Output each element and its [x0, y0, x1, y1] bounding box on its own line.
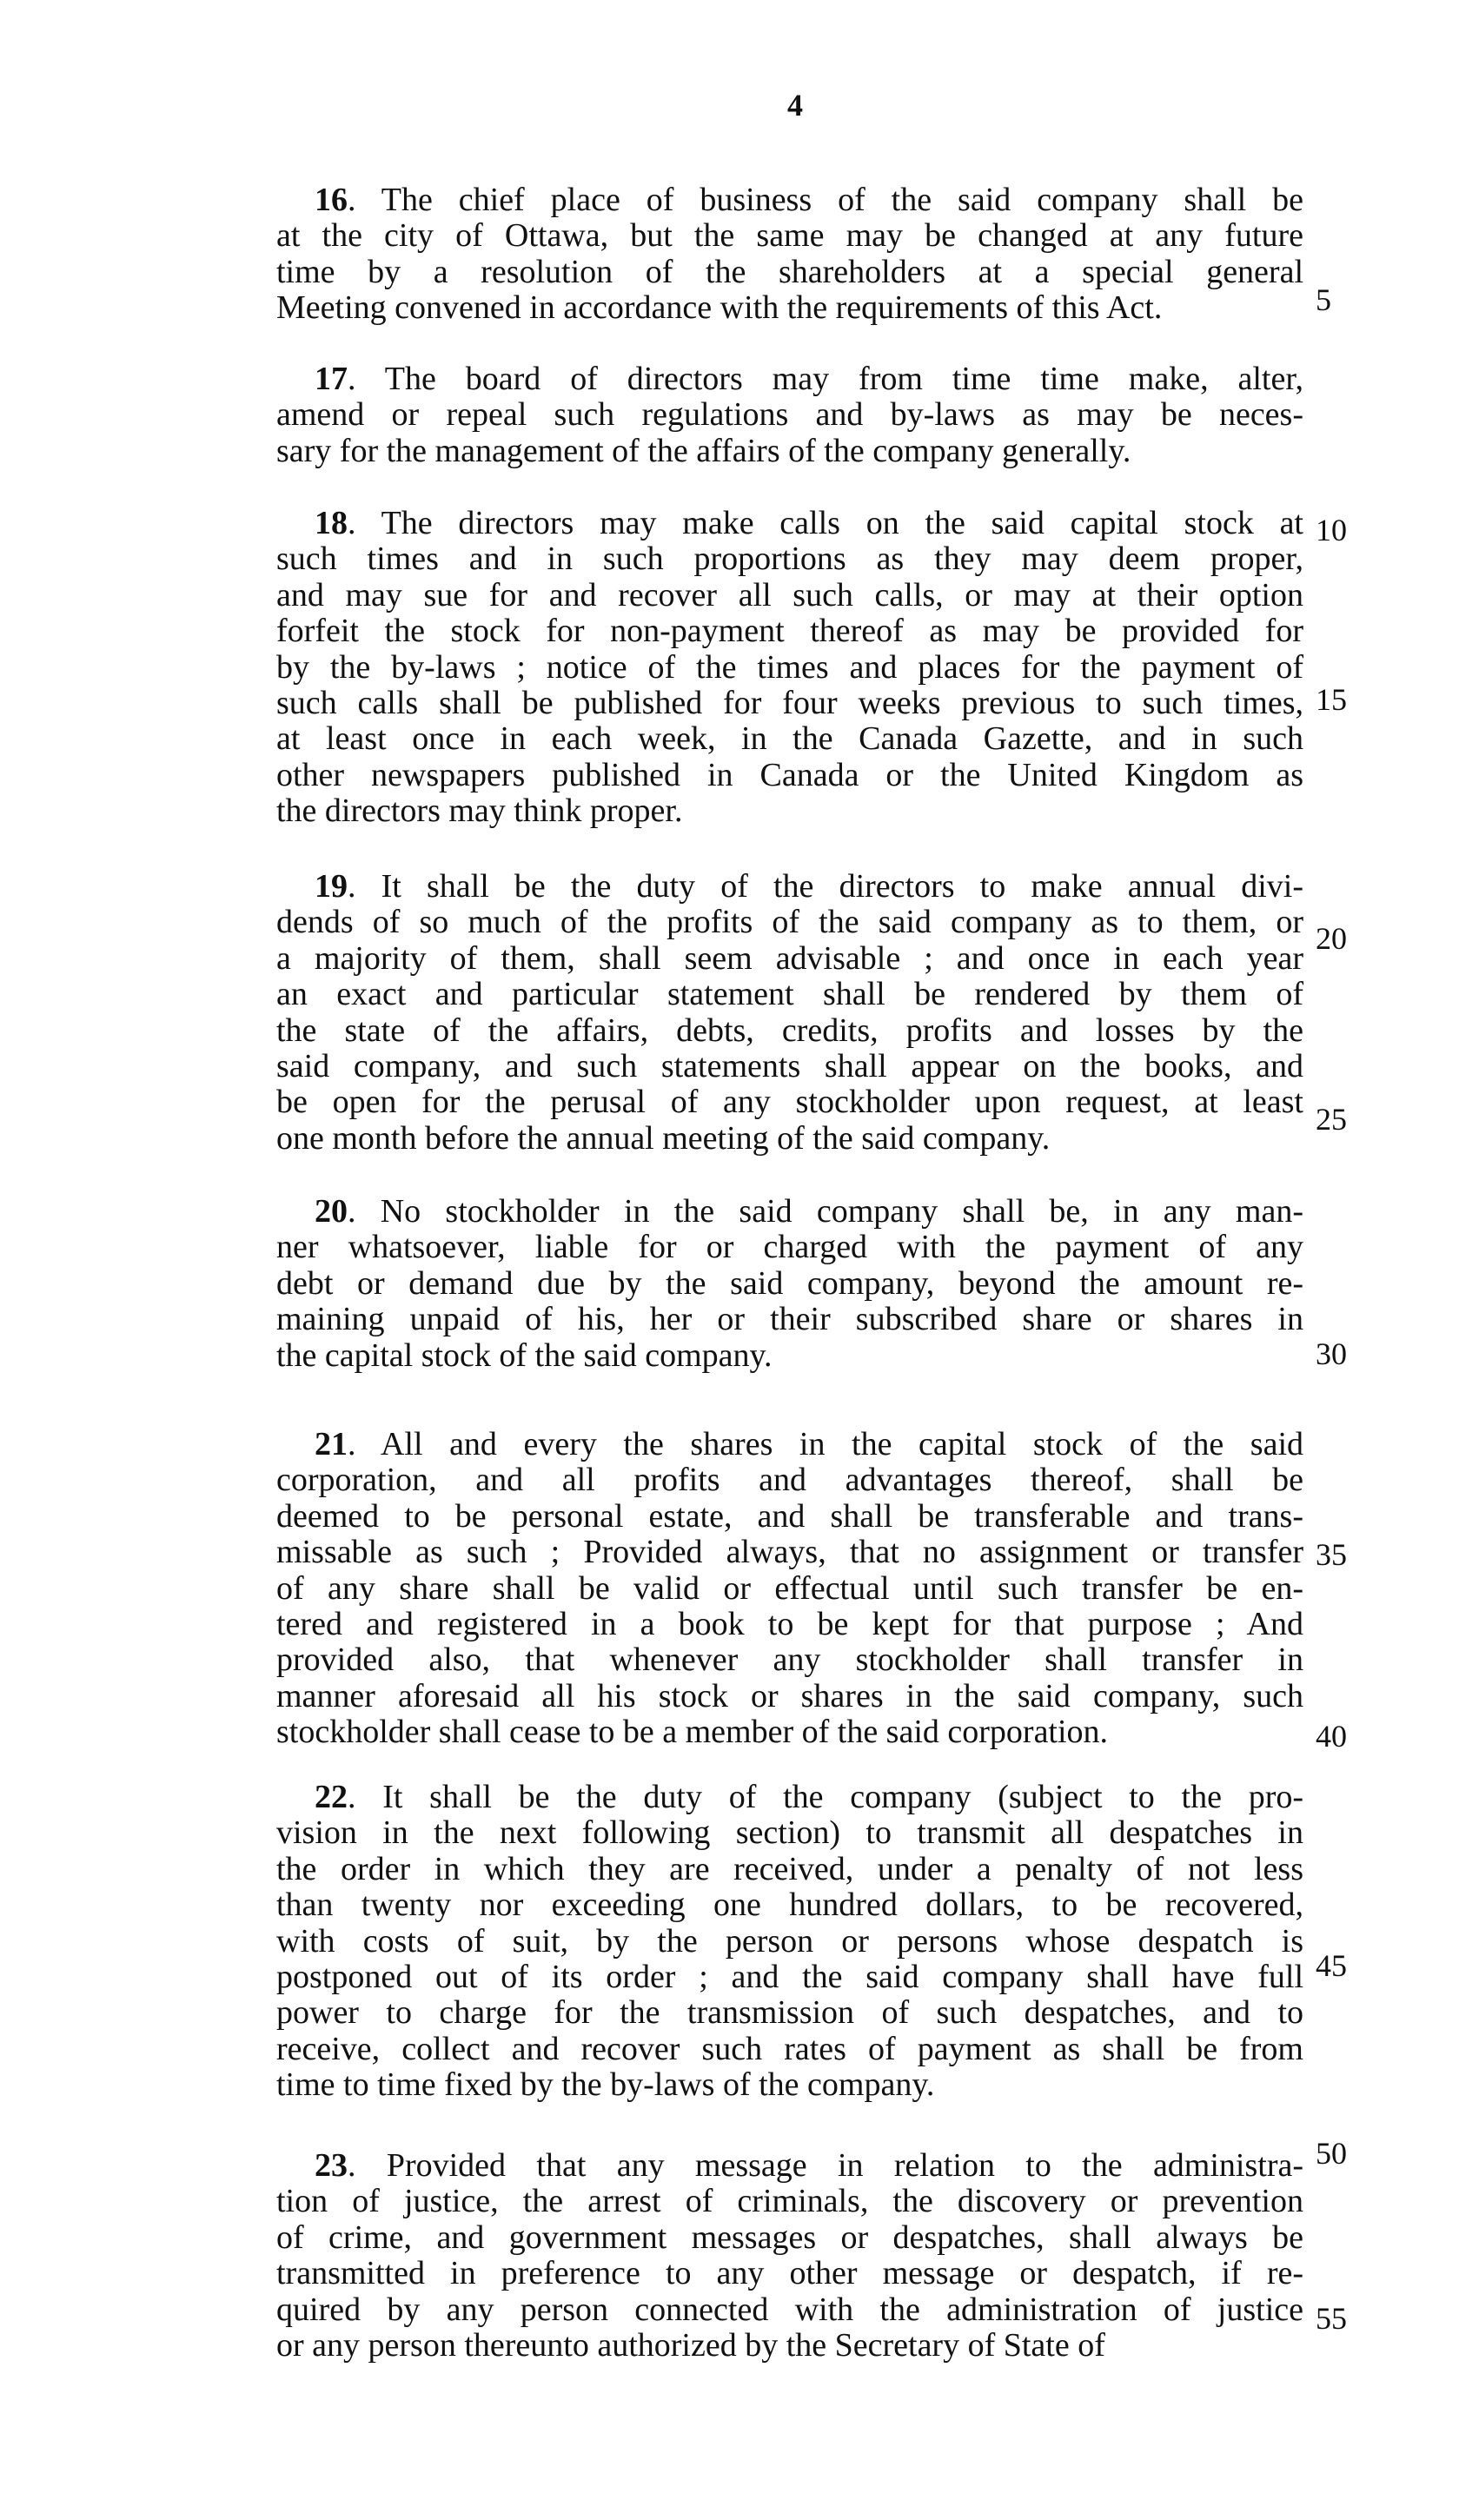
line-text: postponed out of its order ; and the said company shall have full: [276, 1959, 1303, 1995]
text-line: [276, 1119, 1303, 1157]
line-text: . The board of directors may from time time make, alter,: [348, 361, 1303, 397]
text-line: [276, 1993, 1303, 2032]
line-text: an exact and particular statement shall be rendered by them of: [276, 976, 1303, 1012]
text-line: [276, 612, 1303, 650]
line-text: amend or repeal such regulations and by-laws as may be neces-: [276, 396, 1303, 433]
line-text: provided also, that whenever any stockholder shall transfer in: [276, 1641, 1303, 1678]
line-text: . The directors may make calls on the said capital stock at: [348, 505, 1303, 541]
line-text: . Provided that any message in relation to the administra-: [348, 2147, 1303, 2184]
line-text: Meeting convened in accordance with the requirements of this Act.: [276, 289, 1163, 326]
margin-line-number: 35: [1316, 1537, 1347, 1572]
text-line: [315, 181, 1303, 219]
line-text: quired by any person connected with the administration of justice: [276, 2291, 1303, 2328]
line-text: other newspapers published in Canada or the United Kingdom as: [276, 757, 1303, 793]
text-line: [276, 1958, 1303, 1996]
line-text: at least once in each week, in the Canada Gazette, and in such: [276, 720, 1303, 757]
line-text: . It shall be the duty of the directors to make annual divi-: [348, 868, 1303, 905]
margin-line-number: 40: [1316, 1719, 1347, 1754]
text-line: [276, 975, 1303, 1013]
line-text: dends of so much of the profits of the said company as to them, or: [276, 904, 1303, 940]
margin-line-number: 45: [1316, 1948, 1347, 1983]
line-text: power to charge for the transmission of such despatches, and to: [276, 1994, 1303, 2031]
line-text: sary for the management of the affairs of the company generally.: [276, 433, 1131, 469]
text-line: [276, 939, 1303, 978]
line-text: . It shall be the duty of the company (subject to the pro-: [348, 1779, 1303, 1815]
line-text: of crime, and government messages or despatches, shall always be: [276, 2219, 1303, 2256]
margin-line-number: 15: [1316, 682, 1347, 717]
text-line: [276, 2066, 1303, 2104]
text-line: [315, 2146, 1303, 2185]
section-number: 23: [315, 2147, 348, 2184]
text-line: [315, 1425, 1303, 1463]
text-line: [276, 540, 1303, 578]
text-line: [276, 432, 1303, 470]
line-text: such calls shall be published for four weeks previous to such times,: [276, 685, 1303, 721]
line-text: said company, and such statements shall appear on the books, and: [276, 1048, 1303, 1084]
line-text: tion of justice, the arrest of criminals, the discovery or prevention: [276, 2183, 1303, 2219]
section-number: 20: [315, 1193, 348, 1230]
text-line: [276, 1264, 1303, 1303]
text-line: [276, 395, 1303, 434]
text-line: [276, 2030, 1303, 2068]
text-line: [315, 1192, 1303, 1230]
line-text: ner whatsoever, liable for or charged with the payment of any: [276, 1229, 1303, 1265]
line-text: forfeit the stock for non-payment thereof as may be provided for: [276, 613, 1303, 649]
line-text: with costs of suit, by the person or persons whose despatch is: [276, 1923, 1303, 1960]
text-line: [276, 1605, 1303, 1643]
margin-line-number: 30: [1316, 1336, 1347, 1371]
text-line: [276, 1228, 1303, 1266]
margin-line-number: 10: [1316, 513, 1347, 547]
text-line: [276, 253, 1303, 291]
section-number: 19: [315, 868, 348, 905]
margin-line-number: 50: [1316, 2136, 1347, 2171]
text-line: [276, 1886, 1303, 1924]
text-line: [276, 648, 1303, 686]
margin-line-number: 25: [1316, 1102, 1347, 1137]
text-line: [276, 1461, 1303, 1499]
margin-line-number: 20: [1316, 921, 1347, 956]
line-text: of any share shall be valid or effectual until such transfer be en-: [276, 1570, 1303, 1607]
text-line: [315, 867, 1303, 905]
line-text: the state of the affairs, debts, credits, profits and losses by the: [276, 1012, 1303, 1049]
text-line: [276, 288, 1303, 327]
text-line: [276, 1814, 1303, 1852]
line-text: one month before the annual meeting of the said company.: [276, 1120, 1051, 1157]
text-line: [276, 756, 1303, 794]
text-line: [276, 1569, 1303, 1608]
text-line: [276, 792, 1303, 830]
section-number: 21: [315, 1426, 348, 1462]
text-line: [276, 2291, 1303, 2329]
text-line: [276, 1497, 1303, 1535]
text-line: [276, 903, 1303, 941]
text-line: [276, 1083, 1303, 1121]
section-number: 22: [315, 1779, 348, 1815]
line-text: manner aforesaid all his stock or shares in the said company, such: [276, 1678, 1303, 1714]
line-text: such times and in such proportions as they may deem proper,: [276, 540, 1303, 577]
line-text: debt or demand due by the said company, beyond the amount re-: [276, 1265, 1303, 1302]
line-text: the capital stock of the said company.: [276, 1337, 773, 1374]
margin-line-number: 5: [1316, 282, 1331, 317]
text-line: [276, 1713, 1303, 1751]
line-text: at the city of Ottawa, but the same may be changed at any future: [276, 217, 1303, 254]
section-number: 17: [315, 361, 348, 397]
text-line: [276, 1047, 1303, 1085]
text-line: [315, 504, 1303, 542]
text-line: [276, 1336, 1303, 1375]
line-text: be open for the perusal of any stockholder upon request, at least: [276, 1084, 1303, 1120]
text-line: [276, 1011, 1303, 1050]
text-line: [276, 1641, 1303, 1679]
line-text: or any person thereunto authorized by the Secretary of State of: [276, 2327, 1105, 2364]
text-line: [276, 216, 1303, 255]
text-line: [276, 2182, 1303, 2220]
line-text: the order in which they are received, under a penalty of not less: [276, 1851, 1303, 1887]
text-line: [276, 2218, 1303, 2257]
line-text: . The chief place of business of the said company shall be: [348, 182, 1303, 218]
line-text: . No stockholder in the said company shall be, in any man-: [348, 1193, 1303, 1230]
line-text: tered and registered in a book to be kept for that purpose ; And: [276, 1606, 1303, 1642]
text-line: [315, 360, 1303, 398]
text-line: [276, 1533, 1303, 1571]
line-text: corporation, and all profits and advantages thereof, shall be: [276, 1462, 1303, 1498]
line-text: vision in the next following section) to transmit all despatches in: [276, 1814, 1303, 1851]
text-line: [276, 1677, 1303, 1715]
text-line: [276, 720, 1303, 758]
line-text: and may sue for and recover all such calls, or may at their option: [276, 577, 1303, 613]
text-line: [276, 2326, 1303, 2364]
line-text: the directors may think proper.: [276, 792, 683, 829]
line-text: maining unpaid of his, her or their subscribed share or shares in: [276, 1301, 1303, 1337]
line-text: missable as such ; Provided always, that no assignment or transfer: [276, 1534, 1303, 1570]
text-line: [276, 1922, 1303, 1960]
line-text: . All and every the shares in the capital stock of the said: [348, 1426, 1303, 1462]
section-number: 16: [315, 182, 348, 218]
line-text: than twenty nor exceeding one hundred dollars, to be recovered,: [276, 1887, 1303, 1923]
text-line: [276, 2254, 1303, 2292]
line-text: stockholder shall cease to be a member of the said corporation.: [276, 1714, 1109, 1750]
line-text: time by a resolution of the shareholders at a special general: [276, 254, 1303, 290]
line-text: receive, collect and recover such rates of payment as shall be from: [276, 2031, 1303, 2067]
line-text: transmitted in preference to any other message or despatch, if re-: [276, 2255, 1303, 2291]
line-text: deemed to be personal estate, and shall be transferable and trans-: [276, 1498, 1303, 1535]
section-number: 18: [315, 505, 348, 541]
margin-line-number: 55: [1316, 2301, 1347, 2336]
page-number: 4: [787, 88, 803, 123]
text-line: [276, 1850, 1303, 1888]
line-text: a majority of them, shall seem advisable ; and once in each year: [276, 940, 1303, 977]
line-text: by the by-laws ; notice of the times and places for the payment of: [276, 649, 1303, 686]
text-line: [276, 684, 1303, 722]
line-text: time to time fixed by the by-laws of the company.: [276, 2066, 935, 2103]
text-line: [276, 576, 1303, 614]
text-line: [276, 1300, 1303, 1338]
text-line: [315, 1778, 1303, 1816]
